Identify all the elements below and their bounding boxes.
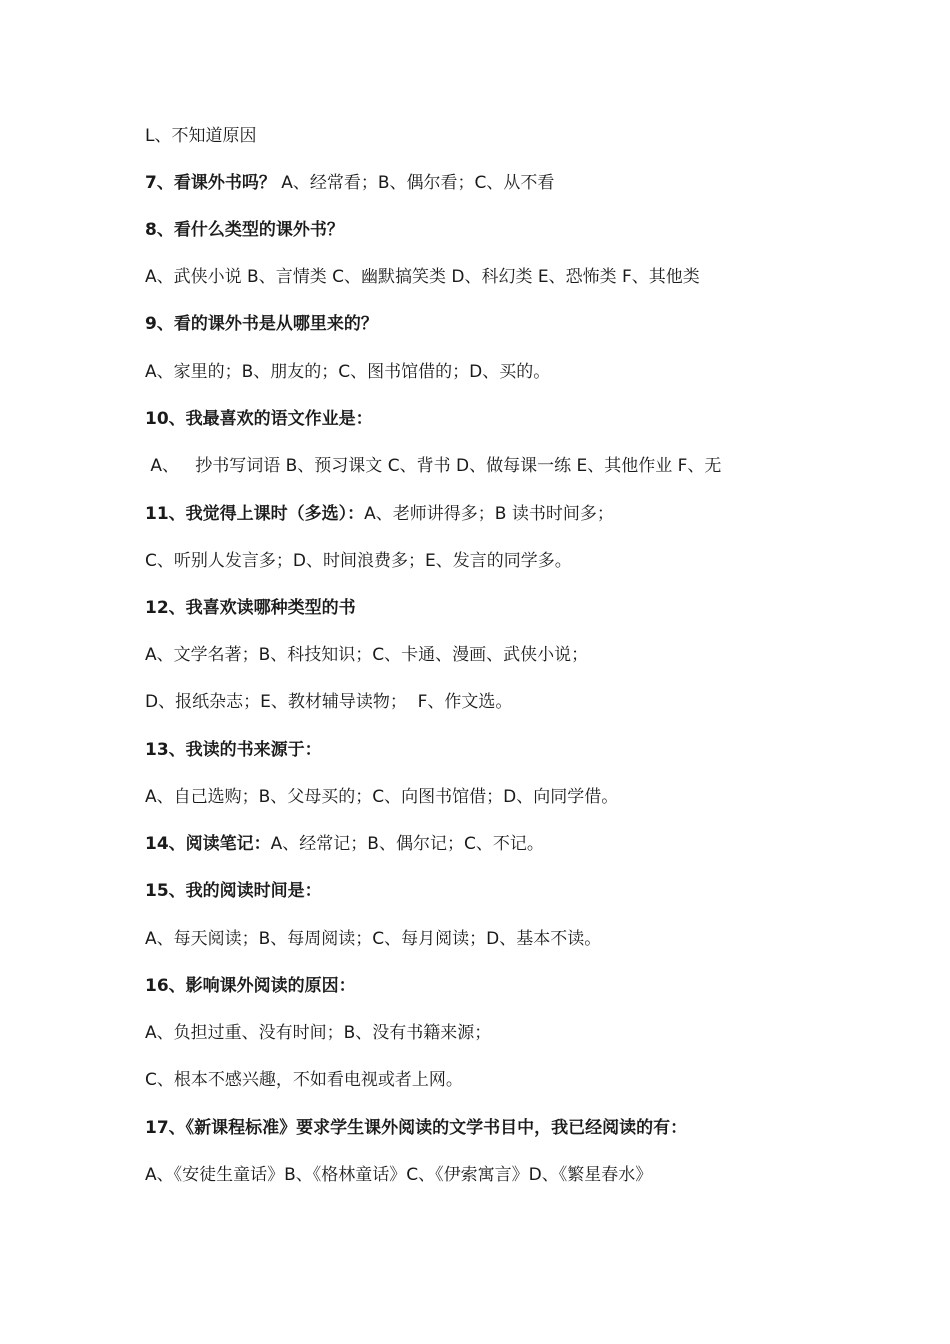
question-11-options-a: A、老师讲得多；B 读书时间多； (364, 504, 614, 524)
question-10 (145, 407, 373, 431)
question-10-title: 10、我最喜欢的语文作业是： (145, 409, 373, 429)
question-11-options-b: C、听别人发言多；D、时间浪费多；E、发言的同学多。 (145, 551, 572, 571)
question-8-options: A、武侠小说 B、言情类 C、幽默搞笑类 D、科幻类 E、恐怖类 F、其他类 (145, 267, 700, 287)
question-15-title: 15、我的阅读时间是： (145, 881, 322, 901)
question-12-options-b: D、报纸杂志；E、教材辅导读物； F、作文选。 (145, 692, 513, 712)
question-9 (145, 312, 378, 336)
question-10-options: A、 抄书写词语 B、预习课文 C、背书 D、做每课一练 E、其他作业 F、无 (145, 456, 722, 476)
question-16-title: 16、影响课外阅读的原因： (145, 976, 356, 996)
question-17-options: A、《安徒生童话》B、《格林童话》C、《伊索寓言》D、《繁星春水》 (145, 1165, 653, 1185)
question-16 (145, 974, 356, 998)
question-13 (145, 738, 322, 762)
question-15 (145, 879, 322, 903)
question-7-options: A、经常看；B、偶尔看；C、从不看 (275, 173, 555, 193)
question-13-options: A、自己选购；B、父母买的；C、向图书馆借；D、向同学借。 (145, 787, 619, 807)
question-8-title: 8、看什么类型的课外书？ (145, 220, 344, 240)
question-7-title: 7、看课外书吗？ (145, 173, 276, 193)
question-11-title: 11、我觉得上课时（多选）： (145, 504, 365, 524)
question-9-options: A、家里的；B、朋友的；C、图书馆借的；D、买的。 (145, 362, 551, 382)
question-12-options-a: A、文学名著；B、科技知识；C、卡通、漫画、武侠小说； (145, 645, 589, 665)
question-9-title: 9、看的课外书是从哪里来的？ (145, 314, 378, 334)
question-13-title: 13、我读的书来源于： (145, 740, 322, 760)
question-14-options: A、经常记；B、偶尔记；C、不记。 (270, 834, 544, 854)
question-16-options-a: A、负担过重、没有时间；B、没有书籍来源； (145, 1023, 492, 1043)
question-12-title: 12、我喜欢读哪种类型的书 (145, 598, 356, 618)
question-14-title: 14、阅读笔记： (145, 834, 271, 854)
question-16-options-b: C、根本不感兴趣，不如看电视或者上网。 (145, 1070, 463, 1090)
question-12 (145, 596, 356, 620)
question-8 (145, 218, 344, 242)
question-17 (145, 1116, 687, 1140)
question-14 (145, 832, 544, 856)
option-line-6: L、不知道原因 (145, 126, 257, 146)
question-11 (145, 502, 614, 526)
question-7 (145, 171, 554, 195)
question-17-title: 17、《新课程标准》要求学生课外阅读的文学书目中，我已经阅读的有： (145, 1118, 688, 1138)
question-15-options: A、每天阅读；B、每周阅读；C、每月阅读；D、基本不读。 (145, 929, 602, 949)
